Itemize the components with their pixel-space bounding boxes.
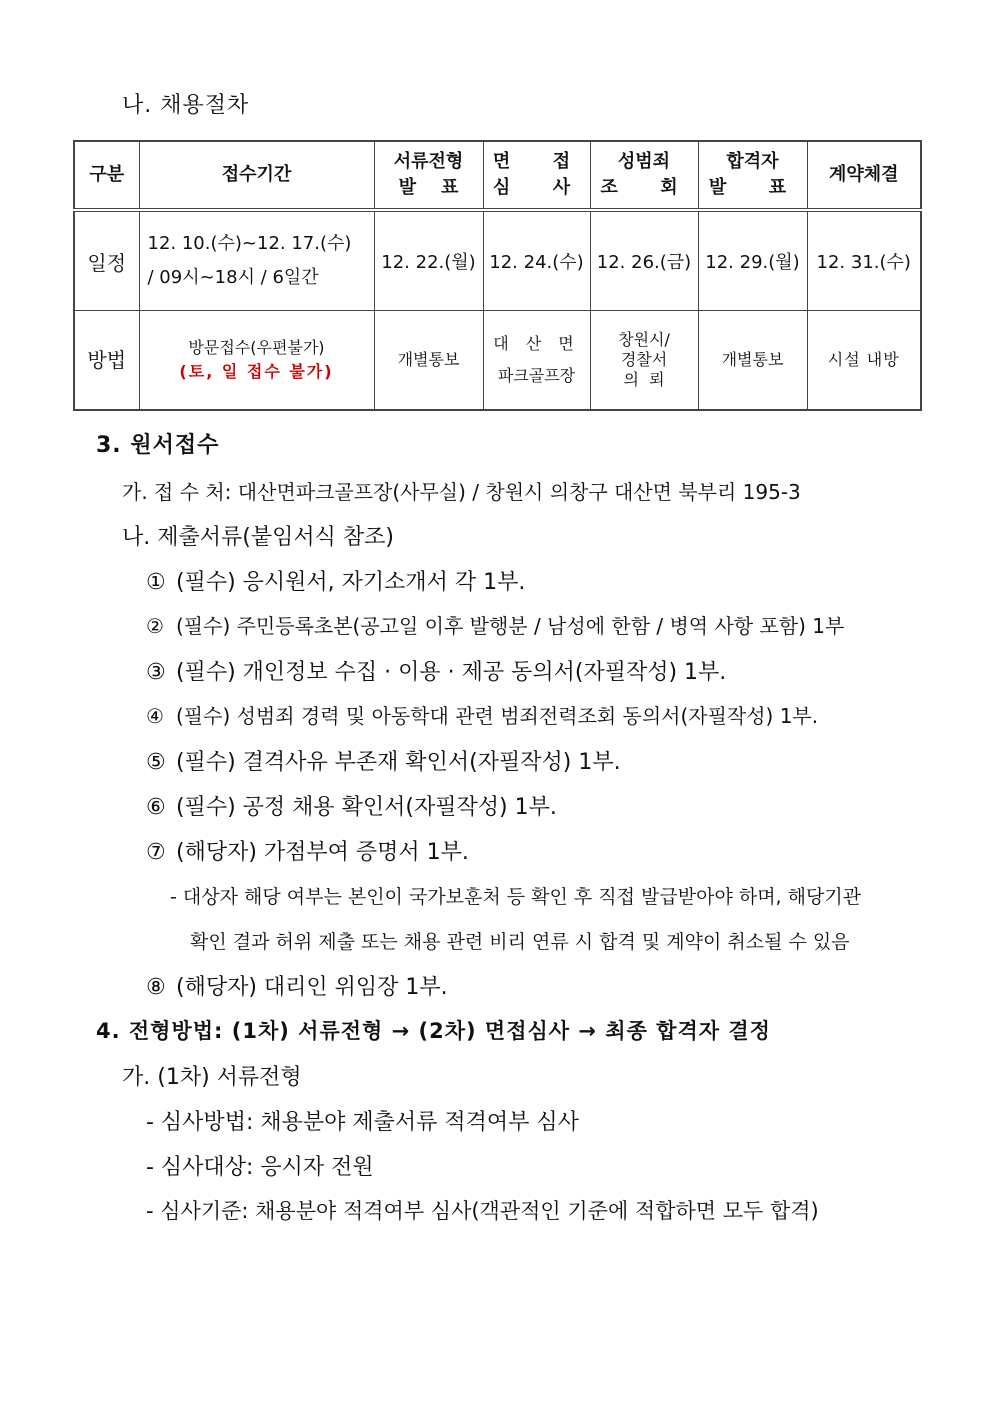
header-interview	[483, 141, 590, 210]
schedule-interview: 12. 24.(수)	[483, 210, 590, 311]
item-number: ⑦	[146, 840, 166, 865]
header-pass	[698, 141, 807, 210]
item-text: (해당자) 가점부여 증명서 1부.	[176, 840, 469, 865]
method-period	[139, 311, 374, 411]
header-interview-line1: 면 접	[492, 151, 581, 172]
schedule-period-line2: / 09시~18시 / 6일간	[147, 267, 319, 288]
item-text: (필수) 성범죄 경력 및 아동학대 관련 범죄전력조회 동의서(자필작성) 1부.	[176, 704, 819, 728]
item-number: ⑤	[146, 750, 166, 775]
document-item-6	[146, 790, 557, 821]
section-title-application: 3. 원서접수	[96, 433, 220, 458]
item-number: ②	[146, 614, 164, 638]
method-crime	[590, 311, 698, 411]
section-title-selection: 4. 전형방법: (1차) 서류전형 → (2차) 면접심사 → 최종 합격자 결정	[96, 1019, 771, 1043]
selection-subtitle: 가. (1차) 서류전형	[122, 1065, 302, 1090]
schedule-crime: 12. 26.(금)	[590, 210, 698, 311]
header-doc-line1: 서류전형	[393, 151, 464, 172]
selection-bullet-2: - 심사대상: 응시자 전원	[146, 1155, 374, 1180]
item-number: ⑧	[146, 975, 166, 1000]
table-row-schedule	[74, 210, 921, 311]
schedule-contract: 12. 31.(수)	[807, 210, 921, 311]
table-row-method	[74, 311, 921, 411]
schedule-period-line1: 12. 10.(수)~12. 17.(수)	[147, 233, 352, 254]
method-pass: 개별통보	[698, 311, 807, 411]
document-item-3	[146, 655, 726, 686]
document-item-7	[146, 835, 469, 866]
schedule-period	[139, 210, 374, 311]
document-item-5	[146, 745, 621, 776]
method-period-line1: 방문접수(우편불가)	[188, 338, 325, 357]
section-title-procedure: 나. 채용절차	[122, 93, 250, 118]
header-gubun: 구분	[74, 141, 139, 210]
method-crime-line1: 창원시/	[618, 330, 670, 349]
method-period-line2: (토, 일 접수 불가)	[179, 362, 334, 381]
header-pass-line2: 발 표	[708, 177, 797, 198]
method-interview	[483, 311, 590, 411]
method-crime-line3: 의 뢰	[623, 370, 665, 389]
header-doc	[374, 141, 483, 210]
schedule-doc: 12. 22.(월)	[374, 210, 483, 311]
document-item-2	[146, 610, 844, 639]
note-line-1: - 대상자 해당 여부는 본인이 국가보훈처 등 확인 후 직접 발급받아야 하며, 해당기관	[170, 886, 862, 908]
method-interview-line1: 대 산 면	[493, 334, 580, 353]
table-header-row	[74, 141, 921, 210]
item-text: (필수) 주민등록초본(공고일 이후 발행분 / 남성에 한함 / 병역 사항 포함) 1부	[176, 614, 845, 638]
method-crime-line2: 경찰서	[620, 350, 668, 369]
selection-bullet-3: - 심사기준: 채용분야 적격여부 심사(객관적인 기준에 적합하면 모두 합격)	[146, 1199, 819, 1223]
header-period: 접수기간	[139, 141, 374, 210]
item-text: (해당자) 대리인 위임장 1부.	[176, 975, 448, 1000]
header-crime	[590, 141, 698, 210]
header-interview-line2: 심 사	[492, 177, 581, 198]
item-text: (필수) 개인정보 수집 · 이용 · 제공 동의서(자필작성) 1부.	[176, 660, 727, 685]
document-item-4	[146, 700, 818, 729]
header-contract: 계약체결	[807, 141, 921, 210]
header-crime-line2: 조 회	[600, 177, 688, 198]
schedule-pass: 12. 29.(월)	[698, 210, 807, 311]
method-contract: 시설 내방	[807, 311, 921, 411]
application-place: 가. 접 수 처: 대산면파크골프장(사무실) / 창원시 의창구 대산면 북부리 195-3	[122, 480, 801, 504]
method-interview-line2: 파크골프장	[497, 366, 576, 385]
item-text: (필수) 결격사유 부존재 확인서(자필작성) 1부.	[176, 750, 621, 775]
item-number: ⑥	[146, 795, 166, 820]
row-label-schedule: 일정	[74, 210, 139, 311]
selection-bullet-1: - 심사방법: 채용분야 제출서류 적격여부 심사	[146, 1110, 579, 1135]
item-text: (필수) 응시원서, 자기소개서 각 1부.	[176, 570, 526, 595]
header-doc-line2: 발 표	[398, 177, 459, 198]
item-number: ①	[146, 570, 166, 595]
header-crime-line1: 성범죄	[617, 151, 671, 172]
note-line-2: 확인 결과 허위 제출 또는 채용 관련 비리 연류 시 합격 및 계약이 취소될 수 있음	[190, 931, 850, 953]
row-label-method: 방법	[74, 311, 139, 411]
document-item-8	[146, 970, 448, 1001]
method-doc: 개별통보	[374, 311, 483, 411]
header-pass-line1: 합격자	[726, 151, 779, 172]
schedule-table	[73, 140, 922, 411]
item-number: ③	[146, 660, 166, 685]
item-number: ④	[146, 704, 164, 728]
document-item-1	[146, 565, 525, 596]
item-text: (필수) 공정 채용 확인서(자필작성) 1부.	[176, 795, 557, 820]
documents-title: 나. 제출서류(붙임서식 참조)	[122, 525, 394, 550]
